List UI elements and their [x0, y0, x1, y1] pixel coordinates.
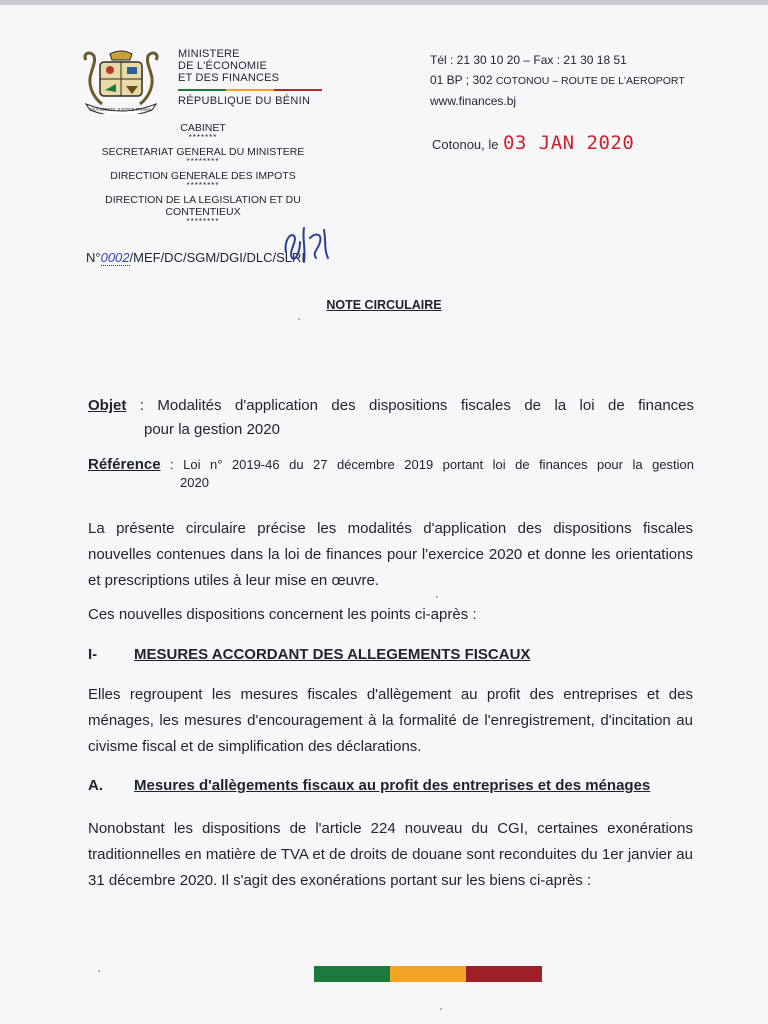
subsection-title: Mesures d'allègements fiscaux au profit des entreprises et des ménages	[134, 777, 651, 794]
reference-label: Référence	[88, 456, 161, 473]
object-text-line2: pour la gestion 2020	[144, 421, 280, 438]
crest-motto: FRATERNITE JUSTICE TRAVAIL	[89, 107, 153, 112]
reference-number	[86, 250, 305, 265]
scan-speck	[440, 1008, 442, 1010]
flag-rule-red	[274, 89, 322, 91]
object-block	[88, 394, 694, 442]
flag-bar-yellow	[390, 966, 466, 982]
ministry-line: ET DES FINANCES	[178, 72, 280, 84]
intro-paragraph-2: Ces nouvelles dispositions concernent les points ci-après :	[88, 606, 477, 623]
reference-text-line1: : Loi n° 2019-46 du 27 décembre 2019 portant loi de finances pour la gestion	[170, 457, 694, 472]
date-line	[432, 132, 634, 154]
flag-rule-green	[178, 89, 226, 91]
contact-block	[430, 50, 685, 111]
document-title: NOTE CIRCULAIRE	[326, 298, 442, 312]
object-text-line1: : Modalités d'application des dispositions fiscales de la loi de finances	[139, 397, 695, 414]
address-box: 01 BP ; 302	[430, 73, 493, 87]
phone-fax: Tél : 21 30 10 20 – Fax : 21 30 18 51	[430, 53, 627, 67]
admin-separator: ********	[186, 217, 220, 226]
scan-speck	[436, 596, 438, 598]
website: www.finances.bj	[430, 94, 517, 108]
ministry-line: DE L'ÉCONOMIE	[178, 60, 268, 72]
intro-paragraph: La présente circulaire précise les modalités d'application des dispositions fiscales nouvelles contenues dans la loi de finances pour l'exercice 2020 et donne les orientations et prescriptions utiles à leur mise en œuvre.	[88, 520, 693, 589]
scan-speck	[298, 318, 300, 320]
flag-rule-yellow	[226, 89, 274, 91]
scan-speck	[98, 970, 100, 972]
admin-dgi: DIRECTION GENERALE DES IMPOTS	[110, 170, 296, 182]
flag-bar-footer	[314, 966, 542, 982]
address-street: COTONOU – ROUTE DE L'AEROPORT	[495, 75, 685, 87]
ministry-name	[178, 48, 279, 84]
republic-name: RÉPUBLIQUE DU BÉNIN	[178, 95, 311, 107]
subsection-number: A.	[88, 777, 103, 794]
section-heading	[88, 646, 694, 663]
section-paragraph: Elles regroupent les mesures fiscales d'allègement au profit des entreprises et des ménages, les mesures d'encouragement à la formalité de l'enregistrement, d'incitation au civisme fiscal et de simplification des déclarations.	[88, 686, 693, 755]
ref-prefix: N°	[86, 250, 101, 265]
admin-dlc-line2: CONTENTIEUX	[165, 206, 241, 218]
scan-top-edge	[0, 0, 768, 5]
administrative-hierarchy	[80, 122, 326, 226]
benin-coat-of-arms	[80, 48, 162, 114]
object-label: Objet	[88, 397, 127, 414]
subsection-heading	[88, 777, 694, 794]
admin-secretariat: SECRETARIAT GENERAL DU MINISTERE	[101, 146, 305, 158]
ref-suffix: /MEF/DC/SGM/DGI/DLC/SLRI	[129, 250, 306, 265]
admin-separator: *******	[188, 133, 218, 142]
date-stamp: 03 JAN 2020	[502, 132, 635, 154]
reference-block	[88, 456, 694, 492]
postal-address	[430, 70, 685, 91]
admin-separator: ********	[186, 181, 220, 190]
admin-dlc-line1: DIRECTION DE LA LEGISLATION ET DU	[105, 194, 301, 206]
reference-text-line2: 2020	[180, 475, 209, 490]
admin-cabinet: CABINET	[180, 122, 226, 134]
ref-handwritten-number: 0002	[100, 250, 130, 265]
section-title: MESURES ACCORDANT DES ALLEGEMENTS FISCAUX	[134, 646, 531, 663]
section-number: I-	[88, 646, 98, 663]
handwritten-initials	[276, 222, 340, 264]
flag-bar-red	[466, 966, 542, 982]
ministry-line: MINISTERE	[178, 48, 240, 60]
date-label: Cotonou, le	[432, 137, 499, 152]
flag-rule	[178, 89, 322, 91]
admin-separator: ********	[186, 157, 220, 166]
subsection-paragraph: Nonobstant les dispositions de l'article 224 nouveau du CGI, certaines exonérations traditionnelles en matière de TVA et de droits de douane sont reconduites du 1er janvier au 31 décembre 2020. Il s'agit des exonérations portant sur les biens ci-après :	[88, 820, 693, 889]
flag-bar-green	[314, 966, 390, 982]
